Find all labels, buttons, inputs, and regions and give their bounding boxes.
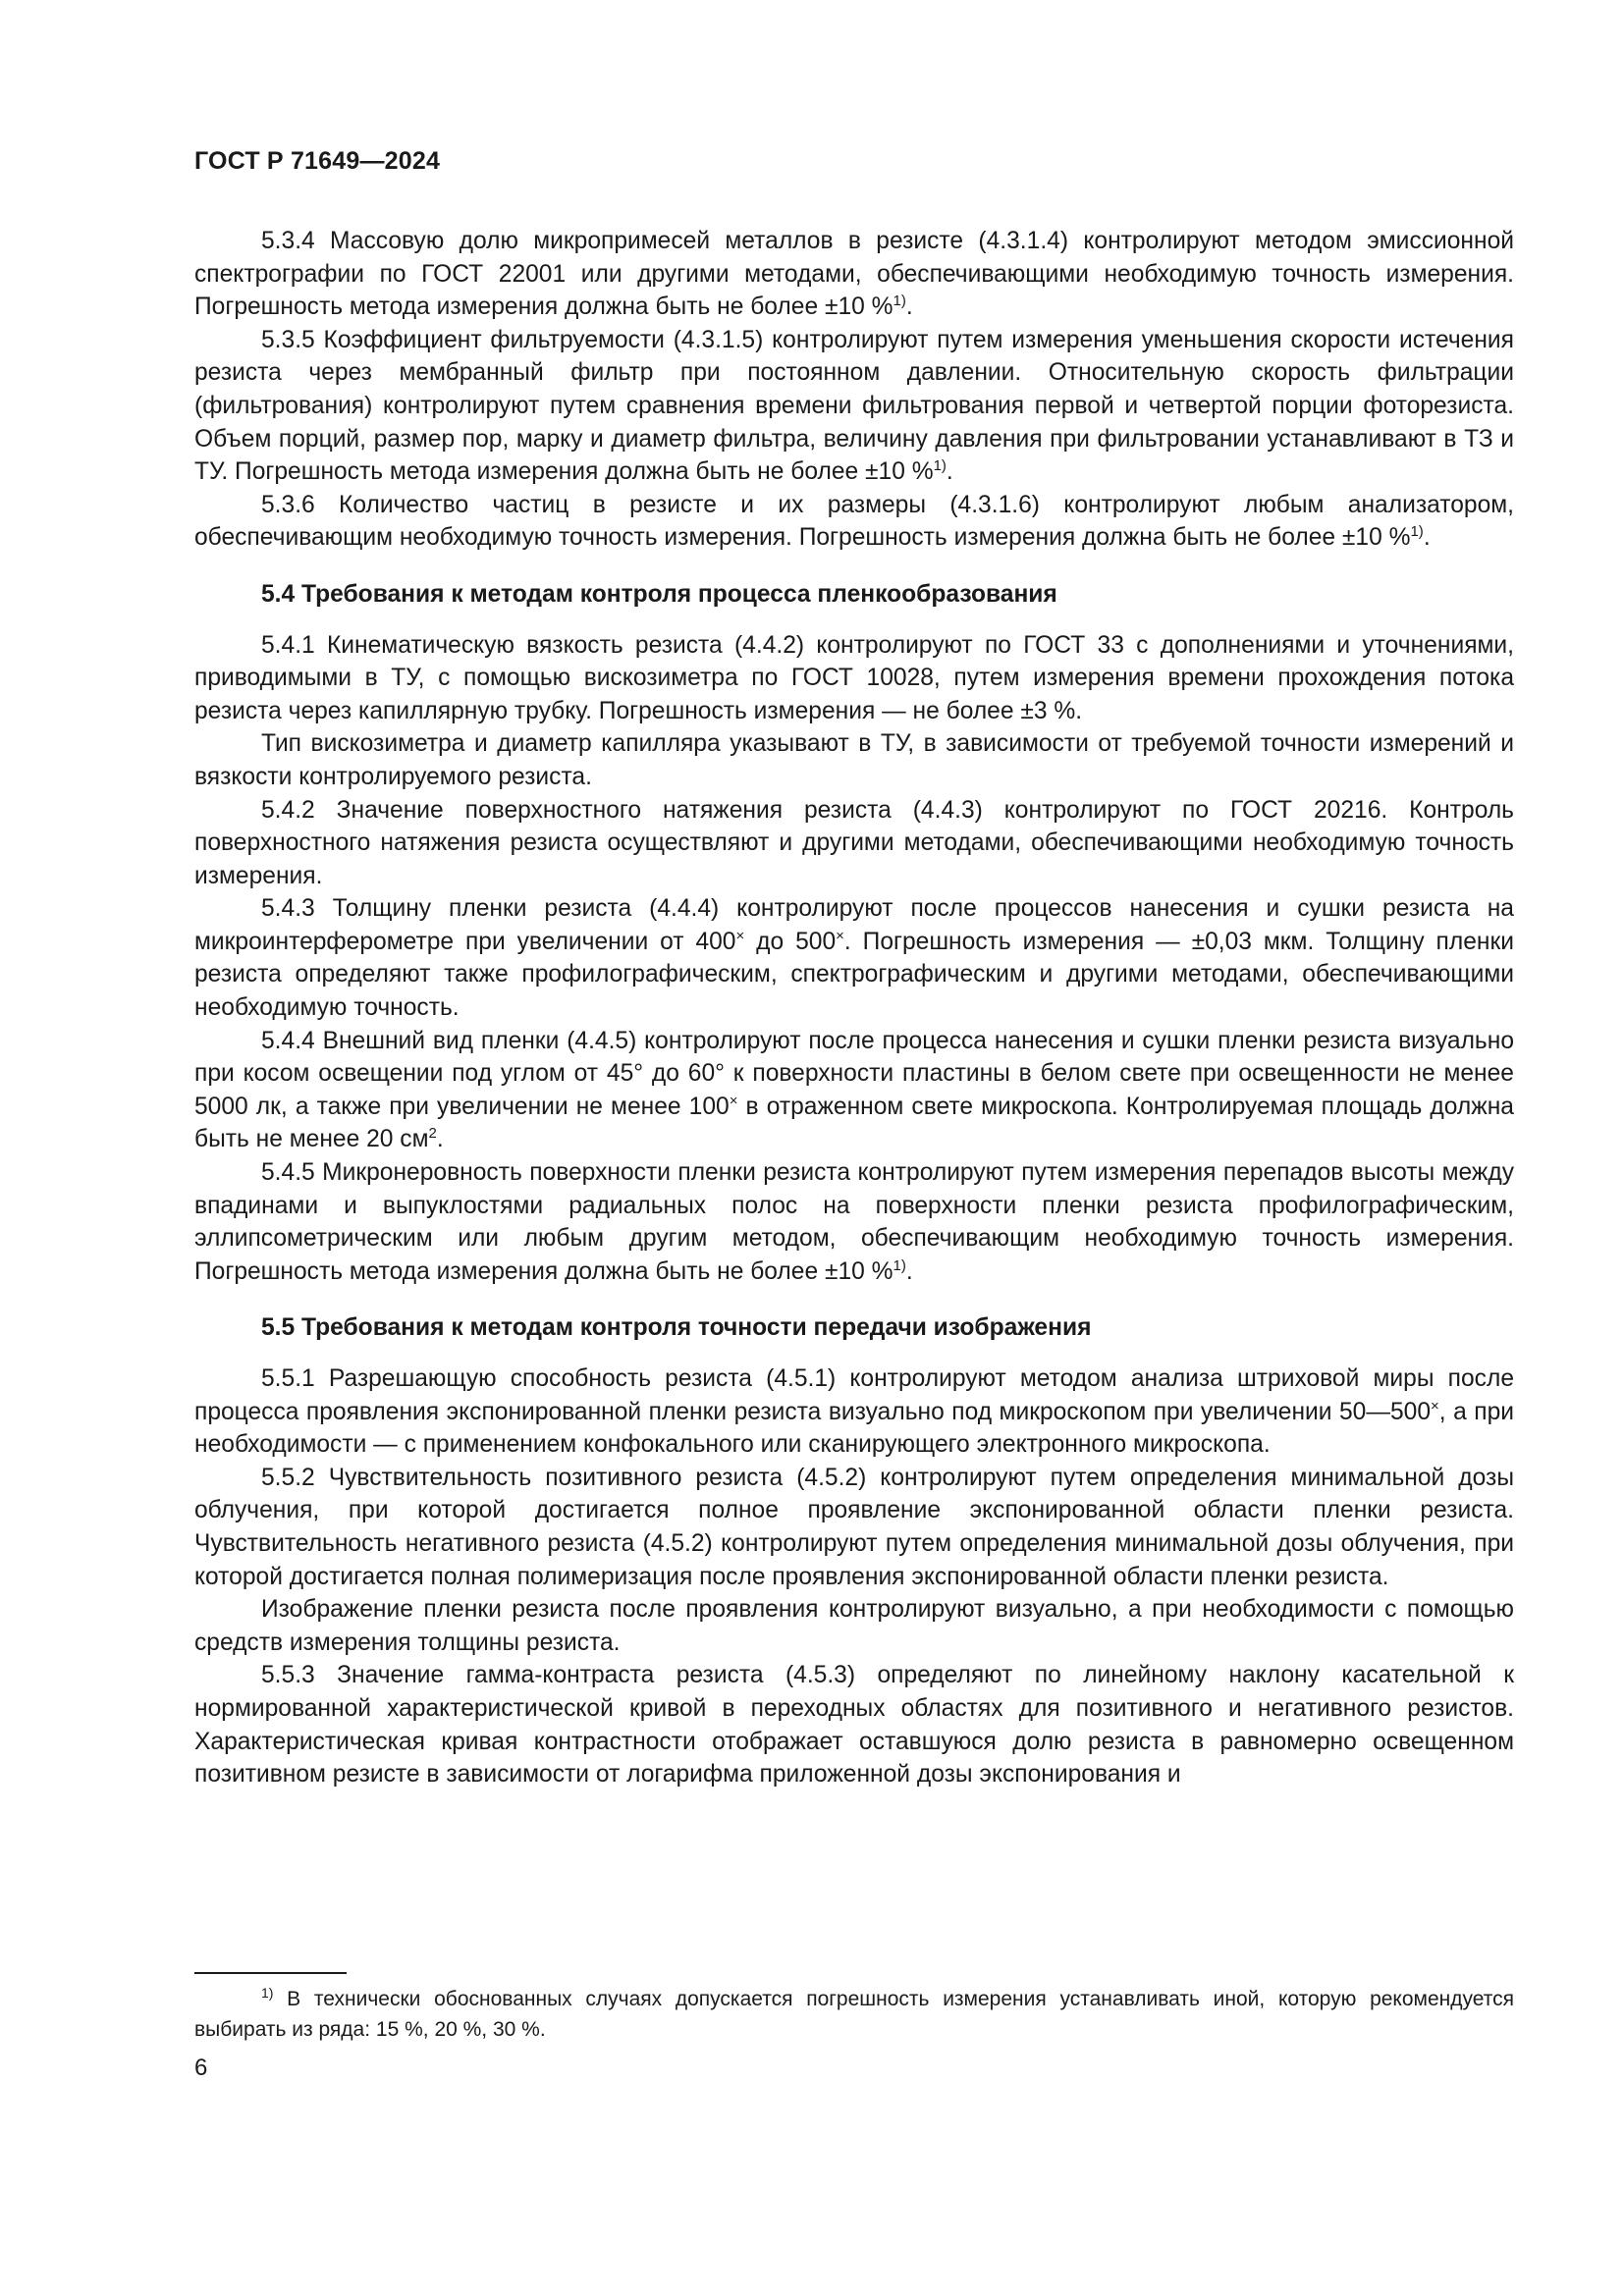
clause-5-3-6: 5.3.6 Количество частиц в резисте и их размеры (4.3.1.6) контролируют любым анализатором, обеспечивающим необходимую точность измерения. Погрешность измерения должна быть не более ±10 %$^{1)}$. [194, 491, 1514, 552]
page-header: ГОСТ Р 71649—2024 [194, 147, 441, 175]
clause-5-5-1: 5.5.1 Разрешающую способность резиста (4.5.1) контролируют методом анализа штриховой миры после процесса проявления экспонированной пленки резиста визуально под микроскопом при увеличении 50—500×, а при необходимости — с применением конфокального или сканирующего электронного микроскопа. [194, 1365, 1514, 1459]
clause-5-5-3: 5.5.3 Значение гамма-контраста резиста (4.5.3) определяют по линейному наклону касательной к нормированной характеристической кривой в переходных областях для позитивного и негативного резистов. Характеристическая кривая контрастности отображает оставшуюся долю резиста в равномерно освещенном позитивном резисте в зависимости от логарифма приложенной дозы экспонирования и [194, 1662, 1514, 1789]
clause-5-4-1-note: Тип вискозиметра и диаметр капилляра указывают в ТУ, в зависимости от требуемой точности измерений и вязкости контролируемого резиста. [194, 730, 1514, 790]
clause-5-4-5: 5.4.5 Микронеровность поверхности пленки резиста контролируют путем измерения перепадов высоты между впадинами и выпуклостями радиальных полос на поверхности пленки резиста профилографическим, эллипсометрическим или любым другим методом, обеспечивающим необходимую точность измерения. Погрешность метода измерения должна быть не более ±10 %$^{1)}$. [194, 1159, 1514, 1285]
page-number: 6 [194, 2055, 208, 2081]
clause-5-3-4: 5.3.4 Массовую долю микропримесей металлов в резисте (4.3.1.4) контролируют методом эмиссионной спектрографии по ГОСТ 22001 или другими методами, обеспечивающими необходимую точность измерения. Погрешность метода измерения должна быть не более ±10 %$^{1)}$. [194, 228, 1514, 321]
footnote-text: В технически обоснованных случаях допускается погрешность измерения устанавливать иной, которую рекомендуется выбирать из ряда: 15 %, 20 %, 30 %. [194, 1988, 1514, 2041]
clause-5-5-2-note: Изображение пленки резиста после проявления контролируют визуально, а при необходимости с помощью средств измерения толщины резиста. [194, 1596, 1514, 1656]
footnote-marker: 1) [261, 1985, 274, 2001]
footnote [194, 1984, 1514, 2045]
section-heading-5-5: 5.5 Требования к методам контроля точности передачи изображения [261, 1314, 1092, 1342]
clause-5-5-2: 5.5.2 Чувствительность позитивного резиста (4.5.2) контролируют путем определения минимальной дозы облучения, при которой достигается полное проявление экспонированной области пленки резиста. Чувствительность негативного резиста (4.5.2) контролируют путем определения минимальной дозы облучения, при которой достигается полная полимеризация после проявления экспонированной области пленки резиста. [194, 1464, 1514, 1590]
document-body [194, 225, 1514, 1791]
clause-5-4-3: 5.4.3 Толщину пленки резиста (4.4.4) контролируют после процессов нанесения и сушки резиста на микроинтерферометре при увеличении от 400× до 500×. Погрешность измерения — ±0,03 мкм. Толщину пленки резиста определяют также профилографическим, спектрографическим и другими методами, обеспечивающими необходимую точность. [194, 895, 1514, 1022]
clause-5-4-2: 5.4.2 Значение поверхностного натяжения резиста (4.4.3) контролируют по ГОСТ 20216. Контроль поверхностного натяжения резиста осуществляют и другими методами, обеспечивающими необходимую точность измерения. [194, 796, 1514, 889]
section-heading-5-4: 5.4 Требования к методам контроля процесса пленкообразования [261, 580, 1057, 608]
clause-5-4-4: 5.4.4 Внешний вид пленки (4.4.5) контролируют после процесса нанесения и сушки пленки резиста визуально при косом освещении под углом от 45° до 60° к поверхности пластины в белом свете при освещенности не менее 5000 лк, а также при увеличении не менее 100× в отраженном свете микроскопа. Контролируемая площадь должна быть не менее 20 $см^2$. [194, 1027, 1514, 1153]
footnote-divider [194, 1972, 347, 1974]
clause-5-4-1: 5.4.1 Кинематическую вязкость резиста (4.4.2) контролируют по ГОСТ 33 с дополнениями и уточнениями, приводимыми в ТУ, с помощью вискозиметра по ГОСТ 10028, путем измерения времени прохождения потока резиста через капиллярную трубку. Погрешность измерения — не более ±3 %. [194, 631, 1514, 724]
clause-5-3-5: 5.3.5 Коэффициент фильтруемости (4.3.1.5) контролируют путем измерения уменьшения скорости истечения резиста через мембранный фильтр при постоянном давлении. Относительную скорость фильтрации (фильтрования) контролируют путем сравнения времени фильтрования первой и четвертой порции фоторезиста. Объем порций, размер пор, марку и диаметр фильтра, величину давления при фильтровании устанавливают в ТЗ и ТУ. Погрешность метода измерения должна быть не более ±10 %$^{1)}$. [194, 326, 1514, 486]
